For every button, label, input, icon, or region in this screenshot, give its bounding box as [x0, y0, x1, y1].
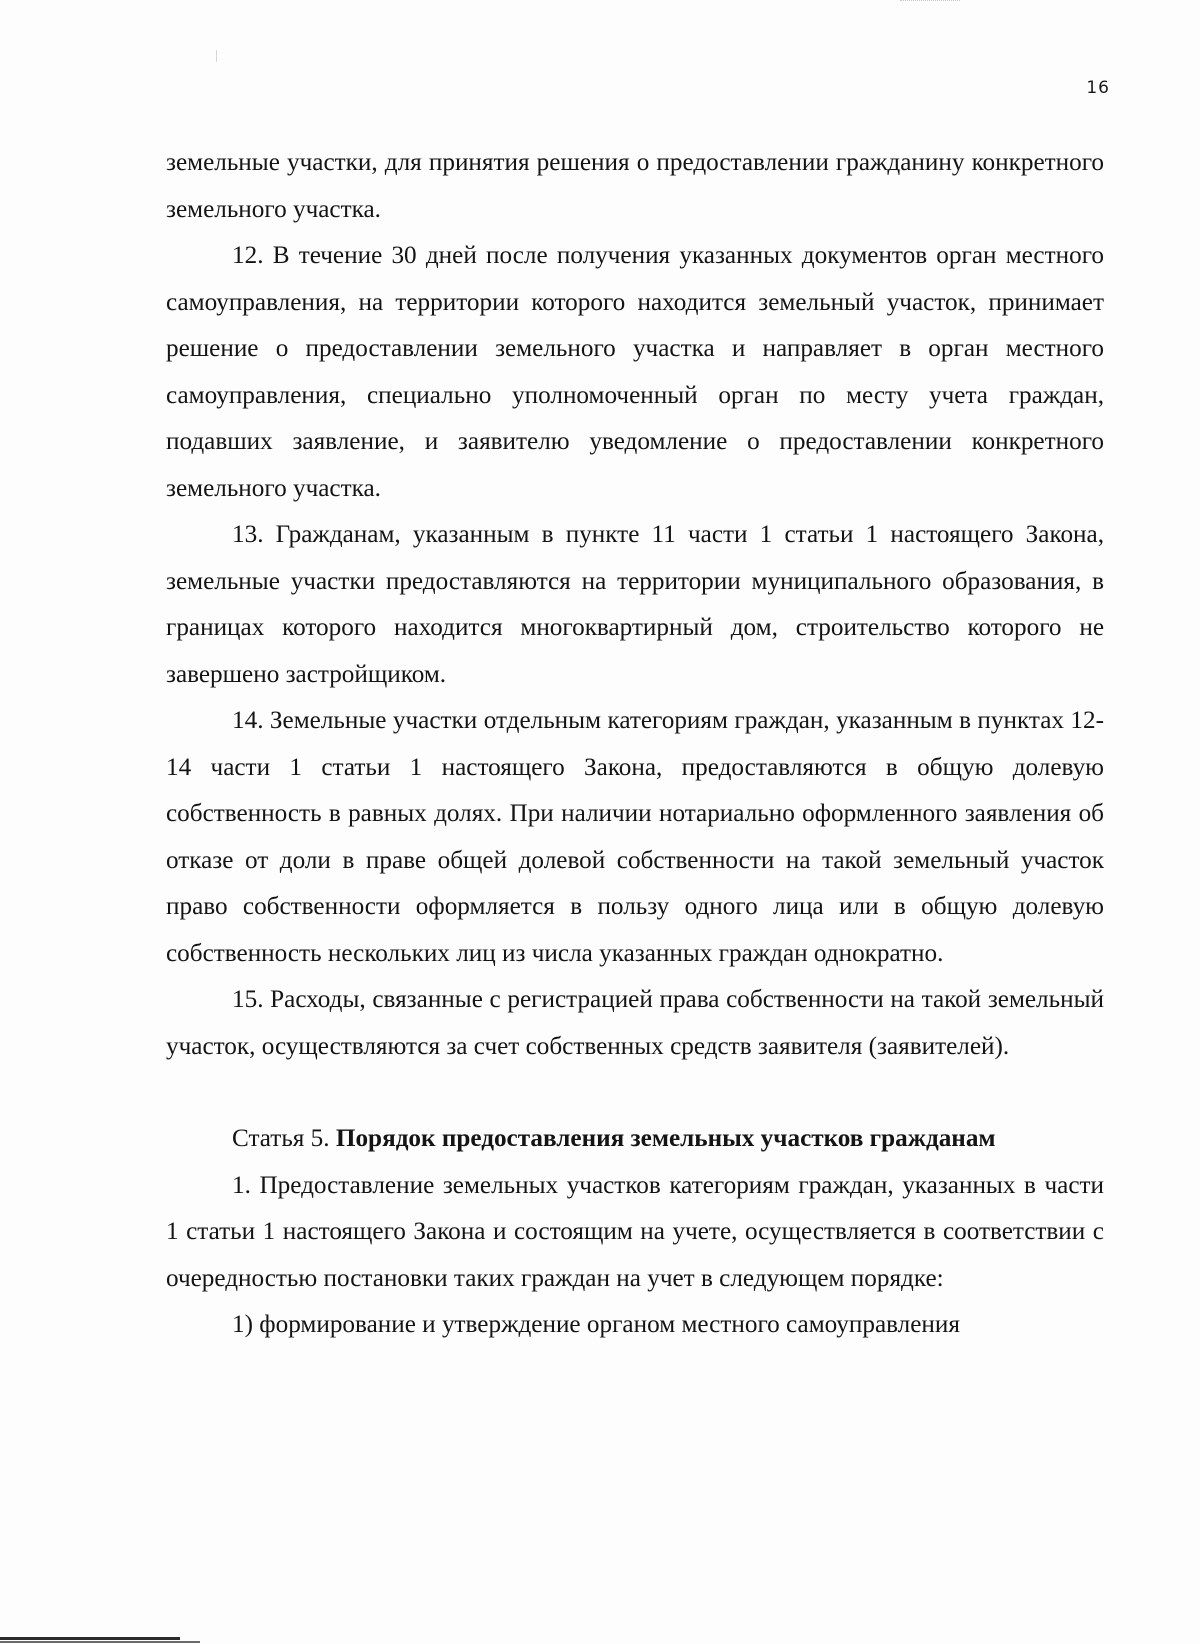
- article-heading: [166, 1116, 1104, 1163]
- document-body: [166, 140, 1104, 1349]
- scan-edge-bottom: [0, 1637, 180, 1640]
- paragraph-15: 15. Расходы, связанные с регистрацией права собственности на такой земельный участок, осуществляются за счет собственных средств заявителя (заявителей).: [166, 986, 1104, 1060]
- scan-artifact-top: [900, 0, 960, 5]
- scan-artifact-tick: [216, 50, 217, 62]
- article-title: Порядок предоставления земельных участков гражданам: [335, 1125, 996, 1152]
- page-number: 16: [1086, 78, 1110, 98]
- scan-edge-bottom-shadow: [0, 1641, 200, 1643]
- paragraph-12: 12. В течение 30 дней после получения указанных документов орган местного самоуправления, на территории которого находится земельный участок, принимает решение о предоставлении земельного участка и направляет в орган местного самоуправления, специально уполномоченный орган по месту учета граждан, подавших заявление, и заявителю уведомление о предоставлении конкретного земельного участка.: [166, 242, 1104, 502]
- article5-item-1: 1) формирование и утверждение органом местного самоуправления: [232, 1311, 960, 1338]
- paragraph-continuation: земельные участки, для принятия решения о предоставлении гражданину конкретного земельного участка.: [166, 149, 1104, 223]
- paragraph-13: 13. Гражданам, указанным в пункте 11 части 1 статьи 1 настоящего Закона, земельные участки предоставляются на территории муниципального образования, в границах которого находится многоквартирный дом, строительство которого не завершено застройщиком.: [166, 521, 1104, 688]
- article-prefix: Статья 5.: [232, 1125, 336, 1152]
- article5-paragraph-1: 1. Предоставление земельных участков категориям граждан, указанных в части 1 статьи 1 настоящего Закона и состоящим на учете, осуществляется в соответствии с очередностью постановки таких граждан на учет в следующем порядке:: [166, 1171, 1104, 1292]
- paragraph-14: 14. Земельные участки отдельным категориям граждан, указанным в пунктах 12-14 части 1 статьи 1 настоящего Закона, предоставляются в общую долевую собственность в равных долях. При наличии нотариально оформленного заявления об отказе от доли в праве общей долевой собственности на такой земельный участок право собственности оформляется в пользу одного лица или в общую долевую собственность нескольких лиц из числа указанных граждан однократно.: [166, 707, 1104, 967]
- section-spacer: [166, 1070, 1104, 1116]
